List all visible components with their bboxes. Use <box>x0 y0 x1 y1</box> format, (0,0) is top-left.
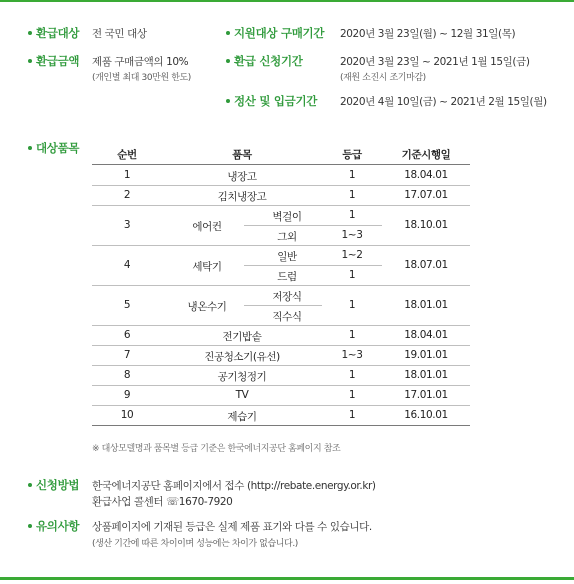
apply-method-line1: 한국에너지공단 홈페이지에서 접수 (http://rebate.energy.or.kr) <box>92 480 376 492</box>
row-no: 5 <box>123 299 131 311</box>
row-divider <box>92 345 470 346</box>
row-subitem: 그외 <box>277 231 297 243</box>
row-item: 세탁기 <box>192 261 222 273</box>
row-item: 에어컨 <box>192 221 222 233</box>
row-grade: 1 <box>348 269 356 281</box>
refund-target-label: 환급대상 <box>28 25 79 41</box>
apply-method-line2: 환급사업 콜센터 ☏1670-7920 <box>92 496 233 508</box>
row-item: TV <box>235 389 249 401</box>
row-no: 7 <box>123 349 131 361</box>
row-no: 10 <box>120 409 134 421</box>
bullet-icon <box>28 146 32 150</box>
row-item: 김치냉장고 <box>217 191 267 203</box>
row-subitem: 벽걸이 <box>272 211 302 223</box>
top-divider <box>0 0 574 2</box>
row-no: 9 <box>123 389 131 401</box>
row-date: 18.04.01 <box>404 169 448 181</box>
row-divider <box>92 285 470 286</box>
caution-line1: 상품페이지에 기재된 등급은 실제 제품 표기와 다를 수 있습니다. <box>92 521 372 533</box>
row-date: 19.01.01 <box>404 349 448 361</box>
header-item: 품목 <box>232 149 252 161</box>
row-divider <box>92 405 470 406</box>
row-subitem: 직수식 <box>272 311 302 323</box>
row-grade: 1 <box>348 329 356 341</box>
row-subitem: 저장식 <box>272 291 302 303</box>
apply-period-label: 환급 신청기간 <box>226 53 303 69</box>
sub-divider <box>244 305 322 306</box>
row-no: 6 <box>123 329 131 341</box>
row-divider <box>92 325 470 326</box>
row-divider <box>92 365 470 366</box>
header-date: 기준시행일 <box>401 149 451 161</box>
row-date: 18.01.01 <box>404 299 448 311</box>
row-date: 18.07.01 <box>404 259 448 271</box>
purchase-period-label: 지원대상 구매기간 <box>226 25 324 41</box>
bottom-divider <box>0 577 574 580</box>
row-subitem: 드럼 <box>277 271 297 283</box>
header-no: 순번 <box>117 149 137 161</box>
sub-divider <box>244 225 382 226</box>
row-divider <box>92 205 470 206</box>
row-date: 17.01.01 <box>404 389 448 401</box>
row-grade: 1 <box>348 299 356 311</box>
table-footnote: ※ 대상모델명과 품목별 등급 기준은 한국에너지공단 홈페이지 참조 <box>92 444 341 454</box>
row-grade: 1 <box>348 209 356 221</box>
products-label: 대상품목 <box>28 140 79 156</box>
refund-amount-label: 환급금액 <box>28 53 79 69</box>
row-item: 제습기 <box>227 411 257 423</box>
row-subitem: 일반 <box>277 251 297 263</box>
row-grade: 1 <box>348 409 356 421</box>
row-no: 1 <box>123 169 131 181</box>
apply-period-value: 2020년 3월 23일 ~ 2021년 1월 15일(금) <box>340 56 530 68</box>
header-grade: 등급 <box>342 149 362 161</box>
row-no: 3 <box>123 219 131 231</box>
bullet-icon <box>28 483 32 487</box>
bullet-icon <box>28 524 32 528</box>
row-date: 18.01.01 <box>404 369 448 381</box>
row-item: 냉온수기 <box>187 301 227 313</box>
row-date: 17.07.01 <box>404 189 448 201</box>
row-grade: 1 <box>348 169 356 181</box>
refund-target-value: 전 국민 대상 <box>92 28 147 40</box>
row-grade: 1~3 <box>341 229 363 241</box>
row-item: 전기밥솥 <box>222 331 262 343</box>
row-grade: 1~3 <box>341 349 363 361</box>
row-item: 냉장고 <box>227 171 257 183</box>
caution-label: 유의사항 <box>28 518 79 534</box>
settle-period-label: 정산 및 입금기간 <box>226 93 317 109</box>
purchase-period-value: 2020년 3월 23일(월) ~ 12월 31일(목) <box>340 28 516 40</box>
bullet-icon <box>28 59 32 63</box>
bullet-icon <box>226 31 230 35</box>
bullet-icon <box>226 59 230 63</box>
settle-period-value: 2020년 4월 10일(금) ~ 2021년 2월 15일(월) <box>340 96 547 108</box>
row-no: 4 <box>123 259 131 271</box>
row-divider <box>92 385 470 386</box>
row-date: 18.04.01 <box>404 329 448 341</box>
bullet-icon <box>226 99 230 103</box>
caution-line2: (생산 기간에 따른 차이이며 성능에는 차이가 없습니다.) <box>92 539 298 549</box>
row-divider <box>92 185 470 186</box>
refund-amount-value: 제품 구매금액의 10% <box>92 56 189 68</box>
table-header <box>92 141 470 165</box>
sub-divider <box>244 265 382 266</box>
row-date: 18.10.01 <box>404 219 448 231</box>
apply-method-label: 신청방법 <box>28 477 79 493</box>
row-no: 2 <box>123 189 131 201</box>
row-item: 진공청소기(유선) <box>204 351 280 363</box>
bullet-icon <box>28 31 32 35</box>
row-date: 16.10.01 <box>404 409 448 421</box>
row-grade: 1 <box>348 189 356 201</box>
row-grade: 1 <box>348 389 356 401</box>
row-no: 8 <box>123 369 131 381</box>
row-grade: 1~2 <box>341 249 363 261</box>
row-item: 공기청정기 <box>217 371 267 383</box>
refund-amount-note: (개인별 최대 30만원 한도) <box>92 73 191 83</box>
apply-period-note: (재원 소진시 조기마감) <box>340 73 426 83</box>
row-grade: 1 <box>348 369 356 381</box>
row-divider <box>92 245 470 246</box>
table-bottom-border <box>92 425 470 426</box>
